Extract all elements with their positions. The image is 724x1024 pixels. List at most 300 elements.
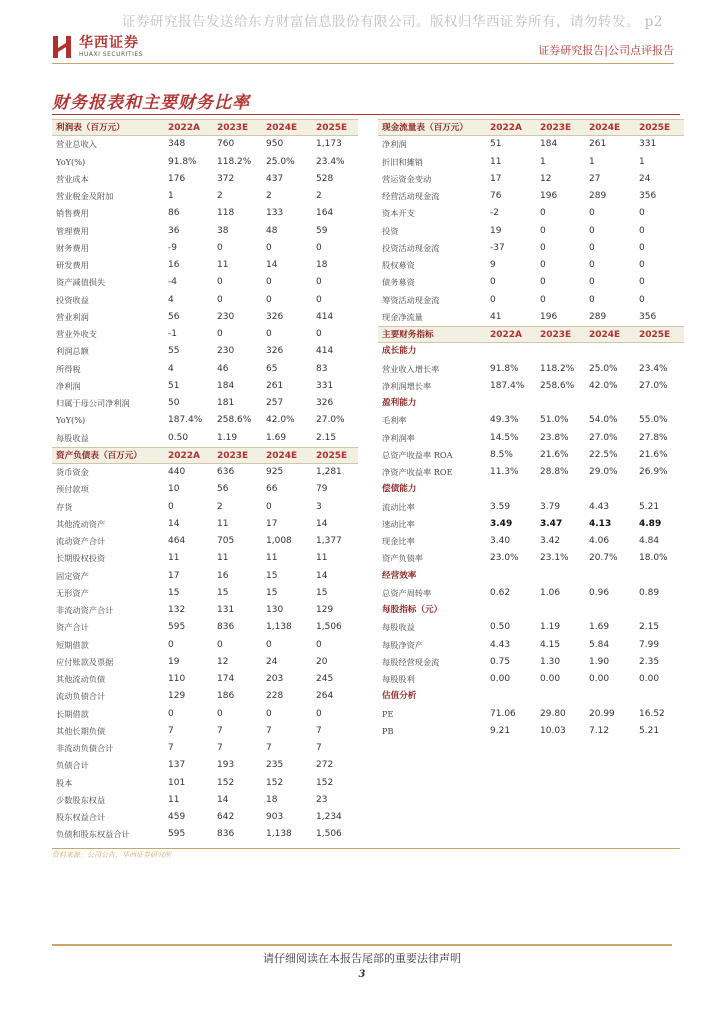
cell-value: 372	[217, 173, 235, 184]
cell-value: 2025E	[639, 123, 671, 133]
row-label: 每股指标（元）	[382, 605, 443, 615]
cell-value: 3	[316, 501, 322, 512]
cell-value: 137	[168, 760, 186, 771]
cell-value: 27	[589, 173, 601, 184]
table-row	[52, 205, 358, 222]
cell-value: 11	[168, 794, 180, 805]
row-label: 资产负债表（百万元）	[56, 450, 142, 461]
cell-value: 642	[217, 812, 235, 822]
cell-value: 2022A	[490, 330, 523, 340]
table-row	[52, 654, 358, 671]
row-label: 投资	[382, 225, 399, 236]
row-label: 营业成本	[56, 173, 89, 184]
row-label: 筹资活动现金流	[382, 294, 440, 305]
cell-value: 16	[168, 260, 180, 270]
cell-value: 0.75	[490, 656, 511, 667]
cell-value: 9	[490, 260, 496, 270]
table-row	[378, 309, 684, 326]
cell-value: 46	[217, 363, 229, 374]
cell-value: 7	[316, 725, 322, 736]
cell-value: 27.0%	[589, 432, 618, 443]
table-row	[52, 568, 358, 585]
table-row	[52, 740, 358, 757]
footer-divider	[52, 944, 672, 946]
cell-value: 5.21	[639, 725, 660, 736]
cell-value: 17	[266, 518, 278, 529]
table-row	[378, 585, 684, 602]
cell-value: 5.84	[589, 639, 610, 650]
cell-value: 2024E	[589, 123, 621, 133]
cell-value: 23.4%	[639, 363, 668, 374]
cell-value: 65	[266, 363, 278, 374]
row-label: 资产负债率	[382, 553, 423, 564]
cell-value: 0	[168, 639, 174, 650]
row-label: 净利润	[382, 139, 407, 150]
row-label: 成长能力	[382, 346, 417, 357]
cell-value: 0	[540, 242, 546, 253]
cell-value: 130	[266, 605, 284, 615]
cell-value: 11.3%	[490, 467, 519, 477]
cell-value: 0	[639, 208, 645, 219]
cell-value: 187.4%	[168, 415, 203, 426]
cell-value: 7.99	[639, 639, 660, 650]
cell-value: 18	[316, 260, 328, 270]
cell-value: 4.89	[639, 518, 662, 529]
cell-value: 17	[168, 570, 180, 581]
table-row	[52, 171, 358, 188]
table-header-row	[378, 119, 684, 136]
cell-value: 71.06	[490, 708, 516, 719]
table-row	[52, 292, 358, 309]
cell-value: 1,281	[316, 467, 342, 477]
table-row	[52, 326, 358, 343]
row-label: 现金净流量	[382, 311, 423, 322]
cell-value: 152	[266, 777, 284, 788]
cell-value: 1,377	[316, 536, 342, 546]
cell-value: 0	[589, 260, 595, 270]
cell-value: 272	[316, 760, 334, 771]
cell-value: 55.0%	[639, 415, 668, 426]
table-row	[52, 723, 358, 740]
cell-value: 264	[316, 691, 334, 702]
cell-value: 903	[266, 812, 284, 822]
cell-value: 29.0%	[589, 467, 618, 477]
cell-value: 11	[217, 260, 229, 270]
cell-value: 356	[639, 311, 657, 322]
cell-value: 414	[316, 311, 334, 322]
row-label: 营业税金及附加	[56, 191, 114, 201]
table-row	[378, 533, 684, 550]
table-section-row	[378, 481, 684, 498]
cell-value: 14.5%	[490, 432, 519, 443]
cell-value: 7	[217, 743, 223, 753]
row-label: 存货	[56, 501, 73, 512]
row-label: 净利润率	[382, 432, 415, 443]
table-row	[52, 240, 358, 257]
table-section-row	[378, 395, 684, 412]
cell-value: 51	[490, 139, 502, 150]
cell-value: 440	[168, 467, 186, 477]
table-section-row	[378, 688, 684, 705]
row-label: 速动比率	[382, 518, 415, 529]
row-label: 销售费用	[56, 208, 89, 219]
cell-value: 28.8%	[540, 467, 569, 477]
cell-value: -9	[168, 242, 177, 253]
cell-value: 245	[316, 674, 334, 684]
table-row	[52, 188, 358, 205]
cell-value: 18.0%	[639, 553, 668, 564]
cell-value: 0	[316, 242, 322, 253]
cell-value: 20	[316, 656, 328, 667]
row-label: 长期股权投资	[56, 553, 106, 564]
row-label: 每股收益	[382, 622, 415, 633]
cell-value: 0	[639, 277, 645, 288]
table-row	[378, 361, 684, 378]
row-label: 归属于母公司净利润	[56, 398, 130, 408]
cell-value: 0.96	[589, 587, 610, 598]
company-logo	[52, 32, 162, 62]
row-label: 股本	[56, 777, 73, 788]
cell-value: 950	[266, 139, 284, 150]
table-row	[52, 481, 358, 498]
cell-value: 0	[217, 242, 223, 253]
cell-value: 59	[316, 225, 328, 236]
cell-value: 11	[316, 553, 328, 564]
cell-value: 11	[490, 156, 502, 167]
row-label: 总资产收益率 ROA	[382, 449, 453, 460]
cell-value: 0.50	[490, 622, 511, 633]
legal-notice: 请仔细阅读在本报告尾部的重要法律声明	[263, 952, 461, 965]
right-financial-table	[378, 119, 684, 740]
row-label: 资本开支	[382, 208, 415, 219]
cell-value: 11	[266, 553, 278, 564]
cell-value: 2024E	[266, 450, 298, 461]
cell-value: 23	[316, 794, 328, 805]
row-label: 营业外收支	[56, 329, 97, 339]
cell-value: 4	[168, 363, 174, 374]
cell-value: 1,506	[316, 622, 342, 633]
cell-value: 15	[217, 587, 229, 598]
cell-value: 1,234	[316, 812, 342, 822]
cell-value: 3.49	[490, 518, 513, 529]
row-label: 每股经营现金流	[382, 656, 440, 667]
cell-value: 54.0%	[589, 415, 618, 426]
row-label: 现金比率	[382, 536, 415, 546]
table-row	[52, 619, 358, 636]
cell-value: 925	[266, 467, 284, 477]
cell-value: 16.52	[639, 708, 665, 719]
row-label: PE	[382, 708, 394, 719]
cell-value: 27.0%	[316, 415, 345, 426]
table-row	[52, 516, 358, 533]
cell-value: 0	[589, 277, 595, 288]
cell-value: 0	[266, 277, 272, 288]
table-row	[52, 688, 358, 705]
cell-value: 132	[168, 605, 186, 615]
cell-value: 23.8%	[540, 432, 569, 443]
cell-value: 4.13	[589, 518, 612, 529]
table-row	[378, 240, 684, 257]
cell-value: 19	[490, 225, 502, 236]
cell-value: 2025E	[639, 330, 671, 340]
cell-value: 1.69	[589, 622, 610, 633]
table-row	[378, 619, 684, 636]
logo-cn-text: 华西证券	[79, 35, 139, 51]
cell-value: 261	[266, 380, 284, 391]
row-label: 投资收益	[56, 294, 89, 305]
cell-value: 16	[217, 570, 229, 581]
table-row	[52, 550, 358, 567]
cell-value: 50	[168, 398, 180, 408]
cell-value: 0	[589, 225, 595, 236]
table-row	[52, 136, 358, 153]
row-label: 少数股东权益	[56, 794, 106, 805]
cell-value: 2023E	[217, 450, 249, 461]
row-label: PB	[382, 725, 394, 736]
left-financial-table	[52, 119, 358, 844]
cell-value: 0.00	[490, 674, 511, 684]
cell-value: 0	[266, 294, 272, 305]
row-label: 所得税	[56, 363, 81, 374]
cell-value: 331	[639, 139, 657, 150]
table-row	[52, 533, 358, 550]
page-number: 3	[358, 969, 366, 980]
cell-value: 0.00	[540, 674, 561, 684]
row-label: 管理费用	[56, 225, 89, 236]
row-label: 利润表（百万元）	[56, 123, 125, 133]
cell-value: 42.0%	[266, 415, 295, 426]
cell-value: 203	[266, 674, 284, 684]
cell-value: 7	[266, 743, 272, 753]
cell-value: 0	[639, 242, 645, 253]
cell-value: 2	[266, 191, 272, 201]
cell-value: 230	[217, 346, 235, 357]
cell-value: 27.0%	[639, 380, 668, 391]
table-row	[52, 757, 358, 774]
cell-value: 1,138	[266, 829, 292, 840]
cell-value: 152	[217, 777, 235, 788]
cell-value: 595	[168, 622, 186, 633]
table-row	[52, 378, 358, 395]
table-row	[378, 188, 684, 205]
cell-value: 1	[168, 191, 174, 201]
table-row	[378, 154, 684, 171]
row-label: 无形资产	[56, 587, 89, 598]
table-row	[52, 343, 358, 360]
cell-value: 25.0%	[266, 156, 295, 167]
table-row	[52, 637, 358, 654]
cell-value: 1	[540, 156, 546, 167]
cell-value: 2022A	[168, 123, 201, 133]
cell-value: -37	[490, 242, 505, 253]
cell-value: 0	[639, 294, 645, 305]
cell-value: 1.19	[217, 432, 238, 443]
cell-value: 1.06	[540, 587, 561, 598]
row-label: 预付款项	[56, 484, 89, 495]
cell-value: 0	[316, 294, 322, 305]
row-label: 每股净资产	[382, 639, 423, 650]
row-label: 货币资金	[56, 467, 89, 477]
cell-value: 193	[217, 760, 235, 771]
cell-value: 15	[168, 587, 180, 598]
cell-value: 0.89	[639, 587, 660, 598]
table-row	[52, 464, 358, 481]
section-title: 财务报表和主要财务比率	[52, 93, 250, 113]
cell-value: 0	[266, 708, 272, 719]
row-label: 其他长期负债	[56, 725, 106, 736]
row-label: 股东权益合计	[56, 812, 106, 822]
table-row	[378, 412, 684, 429]
row-label: 净利润增长率	[382, 380, 432, 391]
row-label: 其他流动负债	[56, 674, 106, 684]
row-label: 偿债能力	[382, 484, 417, 495]
cell-value: 1.19	[540, 622, 561, 633]
table-bottom-divider	[52, 848, 680, 849]
table-row	[378, 654, 684, 671]
cell-value: 0	[217, 294, 223, 305]
cell-value: 228	[266, 691, 284, 702]
cell-value: 437	[266, 173, 284, 184]
cell-value: 636	[217, 467, 235, 477]
table-row	[378, 223, 684, 240]
table-header-row	[52, 119, 358, 136]
table-row	[52, 257, 358, 274]
cell-value: 56	[217, 484, 229, 495]
cell-value: 11	[217, 553, 229, 564]
cell-value: 7	[316, 743, 322, 753]
row-label: 非流动负债合计	[56, 743, 114, 753]
cell-value: 15	[316, 587, 328, 598]
cell-value: 110	[168, 674, 186, 684]
cell-value: 7	[217, 725, 223, 736]
cell-value: 289	[589, 311, 607, 322]
cell-value: 0	[540, 294, 546, 305]
cell-value: 76	[490, 191, 502, 201]
row-label: 研发费用	[56, 260, 89, 270]
table-row	[52, 412, 358, 429]
table-row	[378, 464, 684, 481]
cell-value: 0	[217, 708, 223, 719]
row-label: 短期借款	[56, 639, 89, 650]
cell-value: 0	[168, 708, 174, 719]
cell-value: 118.2%	[217, 156, 252, 167]
cell-value: 4.43	[589, 501, 610, 512]
row-label: 债务募资	[382, 277, 415, 288]
cell-value: 348	[168, 139, 186, 150]
cell-value: 129	[168, 691, 186, 702]
row-label: 经营活动现金流	[382, 191, 440, 201]
row-label: 营业利润	[56, 311, 89, 322]
cell-value: 528	[316, 173, 334, 184]
cell-value: 56	[168, 311, 180, 322]
cell-value: 414	[316, 346, 334, 357]
cell-value: 10.03	[540, 725, 566, 736]
report-type: 证券研究报告|公司点评报告	[538, 44, 674, 57]
cell-value: 20.99	[589, 708, 615, 719]
cell-value: 14	[217, 794, 229, 805]
cell-value: 7	[168, 725, 174, 736]
table-row	[52, 706, 358, 723]
table-row	[52, 223, 358, 240]
cell-value: 4.43	[490, 639, 511, 650]
cell-value: 2025E	[316, 123, 348, 133]
cell-value: 261	[589, 139, 607, 150]
cell-value: 235	[266, 760, 284, 771]
cell-value: 66	[266, 484, 278, 495]
row-label: 利润总额	[56, 346, 89, 357]
row-label: 资产合计	[56, 622, 89, 633]
cell-value: 2024E	[589, 330, 621, 340]
cell-value: 14	[168, 518, 180, 529]
cell-value: 86	[168, 208, 180, 219]
cell-value: 0	[168, 501, 174, 512]
cell-value: -1	[168, 329, 177, 339]
cell-value: 0	[266, 329, 272, 339]
cell-value: 17	[490, 173, 502, 184]
cell-value: 2	[217, 191, 223, 201]
cell-value: 0	[540, 225, 546, 236]
table-row	[52, 671, 358, 688]
row-label: 流动比率	[382, 501, 415, 512]
row-label: 应付账款及票据	[56, 656, 114, 667]
row-label: 投资活动现金流	[382, 242, 440, 253]
cell-value: 326	[266, 346, 284, 357]
cell-value: 3.79	[540, 501, 561, 512]
cell-value: 7	[168, 743, 174, 753]
cell-value: 2022A	[490, 123, 523, 133]
row-label: 非流动资产合计	[56, 605, 114, 615]
table-row	[52, 274, 358, 291]
cell-value: 12	[217, 656, 229, 667]
cell-value: 2022A	[168, 450, 201, 461]
cell-value: 4.84	[639, 536, 660, 546]
row-label: 经营效率	[382, 570, 417, 581]
cell-value: 9.21	[490, 725, 511, 736]
cell-value: -2	[490, 208, 499, 219]
cell-value: 164	[316, 208, 334, 219]
cell-value: 2023E	[540, 330, 572, 340]
row-label: 折旧和摊销	[382, 156, 423, 167]
cell-value: 0	[490, 294, 496, 305]
cell-value: 2023E	[217, 123, 249, 133]
cell-value: 23.4%	[316, 156, 345, 167]
cell-value: 15	[266, 587, 278, 598]
table-header-row	[378, 326, 684, 343]
cell-value: 0	[540, 277, 546, 288]
cell-value: 14	[266, 260, 278, 270]
cell-value: 187.4%	[490, 380, 525, 391]
cell-value: 4.15	[540, 639, 561, 650]
cell-value: 12	[540, 173, 552, 184]
cell-value: 0	[589, 294, 595, 305]
cell-value: 0	[266, 501, 272, 512]
table-row	[52, 585, 358, 602]
cell-value: 0	[540, 260, 546, 270]
cell-value: 91.8%	[490, 363, 519, 374]
cell-value: 0.00	[589, 674, 610, 684]
row-label: 流动负债合计	[56, 691, 106, 702]
cell-value: 49.3%	[490, 415, 519, 426]
cell-value: 25.0%	[589, 363, 618, 374]
cell-value: 15	[266, 570, 278, 581]
cell-value: 595	[168, 829, 186, 840]
table-row	[378, 723, 684, 740]
cell-value: -4	[168, 277, 177, 288]
cell-value: 0	[589, 242, 595, 253]
cell-value: 3.47	[540, 518, 563, 529]
cell-value: 459	[168, 812, 186, 822]
cell-value: 1,173	[316, 139, 342, 150]
